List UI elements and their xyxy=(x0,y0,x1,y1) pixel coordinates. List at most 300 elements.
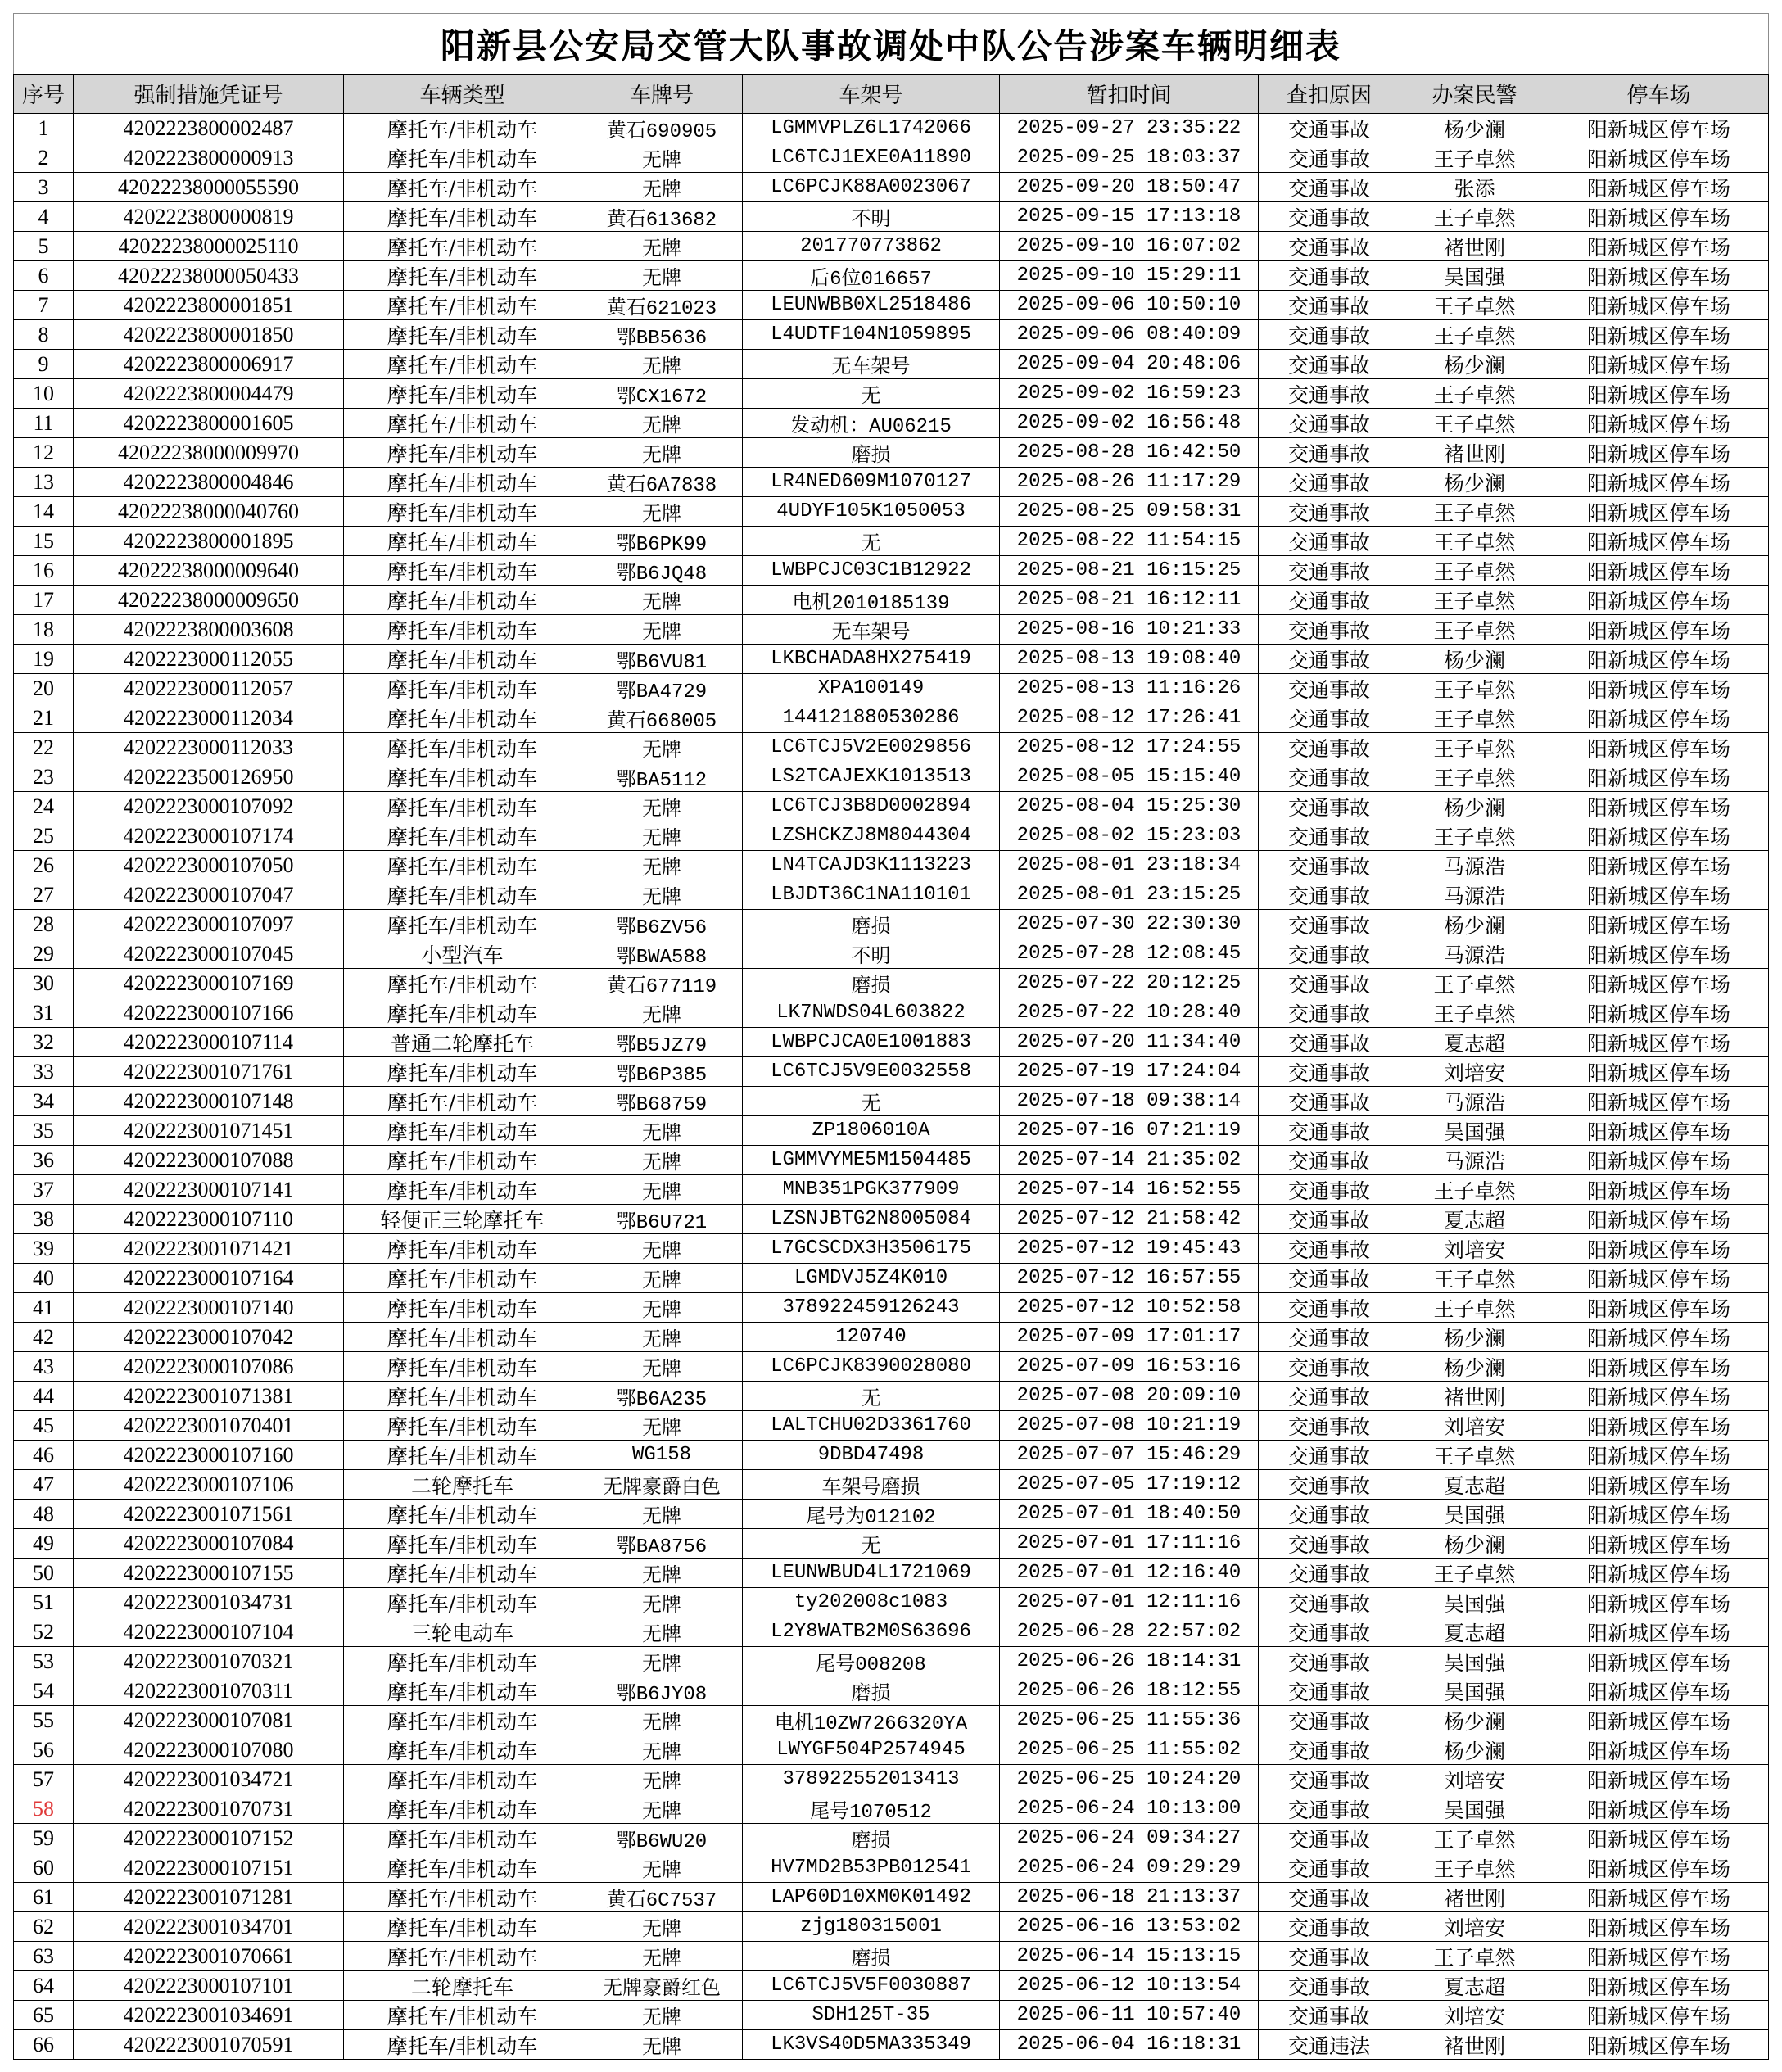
cell-seq: 14 xyxy=(14,497,74,527)
table-row xyxy=(14,291,1769,320)
header-vehicle-type: 车辆类型 xyxy=(344,75,581,114)
cell-plate: 黄石6C7537 xyxy=(581,1883,743,1912)
table-row xyxy=(14,1500,1769,1529)
cell-plate: 无牌 xyxy=(581,1175,743,1205)
cell-reason: 交通事故 xyxy=(1259,497,1400,527)
cell-vin: LKBCHADA8HX275419 xyxy=(743,645,1000,674)
cell-vehicle-type: 摩托车/非机动车 xyxy=(344,1824,581,1853)
cell-reason: 交通事故 xyxy=(1259,291,1400,320)
cell-seized-time: 2025-06-25 10:24:20 xyxy=(1000,1765,1259,1794)
table-row xyxy=(14,2030,1769,2060)
cell-seq: 41 xyxy=(14,1293,74,1323)
cell-seq: 54 xyxy=(14,1676,74,1706)
cell-vehicle-type: 摩托车/非机动车 xyxy=(344,2030,581,2060)
cell-seq: 13 xyxy=(14,468,74,497)
cell-vin: LGMMVYME5M1504485 xyxy=(743,1146,1000,1175)
cell-seized-time: 2025-09-15 17:13:18 xyxy=(1000,202,1259,232)
cell-reason: 交通事故 xyxy=(1259,1765,1400,1794)
cell-vin: 电机10ZW7266320YA xyxy=(743,1706,1000,1735)
cell-vehicle-type: 摩托车/非机动车 xyxy=(344,615,581,645)
cell-seized-time: 2025-07-01 12:16:40 xyxy=(1000,1559,1259,1588)
cell-parking-lot: 阳新城区停车场 xyxy=(1549,320,1769,350)
cell-reason: 交通事故 xyxy=(1259,703,1400,733)
cell-reason: 交通事故 xyxy=(1259,1942,1400,1971)
cell-cert-no: 42022238000009640 xyxy=(74,556,344,586)
cell-seized-time: 2025-08-04 15:25:30 xyxy=(1000,792,1259,821)
cell-reason: 交通事故 xyxy=(1259,1676,1400,1706)
cell-reason: 交通违法 xyxy=(1259,2030,1400,2060)
cell-seized-time: 2025-07-20 11:34:40 xyxy=(1000,1028,1259,1057)
cell-plate: 无牌 xyxy=(581,733,743,762)
cell-cert-no: 42022238000055590 xyxy=(74,173,344,202)
cell-seized-time: 2025-07-14 21:35:02 xyxy=(1000,1146,1259,1175)
cell-parking-lot: 阳新城区停车场 xyxy=(1549,409,1769,438)
cell-seq: 51 xyxy=(14,1588,74,1617)
cell-plate: 无牌 xyxy=(581,1942,743,1971)
cell-vin: LC6TCJ5V5F0030887 xyxy=(743,1971,1000,2001)
cell-officer: 王子卓然 xyxy=(1400,1441,1549,1470)
cell-cert-no: 4202223800000819 xyxy=(74,202,344,232)
cell-vin: LEUNWBB0XL2518486 xyxy=(743,291,1000,320)
table-row xyxy=(14,556,1769,586)
cell-vehicle-type: 摩托车/非机动车 xyxy=(344,1411,581,1441)
cell-plate: 无牌 xyxy=(581,1912,743,1942)
cell-plate: 鄂CX1672 xyxy=(581,379,743,409)
table-row xyxy=(14,998,1769,1028)
cell-vin: 磨损 xyxy=(743,1942,1000,1971)
cell-reason: 交通事故 xyxy=(1259,1323,1400,1352)
cell-officer: 马源浩 xyxy=(1400,851,1549,880)
cell-seized-time: 2025-06-24 09:29:29 xyxy=(1000,1853,1259,1883)
cell-reason: 交通事故 xyxy=(1259,939,1400,969)
cell-parking-lot: 阳新城区停车场 xyxy=(1549,1205,1769,1234)
cell-cert-no: 4202223000107101 xyxy=(74,1971,344,2001)
cell-reason: 交通事故 xyxy=(1259,1352,1400,1382)
cell-seized-time: 2025-07-08 10:21:19 xyxy=(1000,1411,1259,1441)
cell-seized-time: 2025-07-12 19:45:43 xyxy=(1000,1234,1259,1264)
cell-cert-no: 4202223000112033 xyxy=(74,733,344,762)
cell-vehicle-type: 摩托车/非机动车 xyxy=(344,1087,581,1116)
cell-seized-time: 2025-09-25 18:03:37 xyxy=(1000,143,1259,173)
cell-seq: 21 xyxy=(14,703,74,733)
cell-vehicle-type: 摩托车/非机动车 xyxy=(344,1647,581,1676)
cell-plate: 无牌 xyxy=(581,497,743,527)
cell-plate: 无牌 xyxy=(581,1647,743,1676)
cell-seized-time: 2025-08-05 15:15:40 xyxy=(1000,762,1259,792)
table-row xyxy=(14,232,1769,261)
cell-cert-no: 4202223000107092 xyxy=(74,792,344,821)
cell-cert-no: 4202223001071421 xyxy=(74,1234,344,1264)
cell-vin: 发动机：AU06215 xyxy=(743,409,1000,438)
cell-reason: 交通事故 xyxy=(1259,586,1400,615)
cell-seized-time: 2025-07-01 17:11:16 xyxy=(1000,1529,1259,1559)
cell-parking-lot: 阳新城区停车场 xyxy=(1549,291,1769,320)
cell-vehicle-type: 二轮摩托车 xyxy=(344,1470,581,1500)
cell-officer: 王子卓然 xyxy=(1400,1293,1549,1323)
cell-cert-no: 4202223800004479 xyxy=(74,379,344,409)
table-row xyxy=(14,821,1769,851)
cell-vin: zjg180315001 xyxy=(743,1912,1000,1942)
table-row xyxy=(14,645,1769,674)
cell-vin: 磨损 xyxy=(743,1676,1000,1706)
cell-cert-no: 4202223001034691 xyxy=(74,2001,344,2030)
cell-parking-lot: 阳新城区停车场 xyxy=(1549,998,1769,1028)
cell-reason: 交通事故 xyxy=(1259,1293,1400,1323)
cell-parking-lot: 阳新城区停车场 xyxy=(1549,1588,1769,1617)
cell-seq: 3 xyxy=(14,173,74,202)
header-vin: 车架号 xyxy=(743,75,1000,114)
cell-parking-lot: 阳新城区停车场 xyxy=(1549,1411,1769,1441)
cell-officer: 吴国强 xyxy=(1400,261,1549,291)
cell-vehicle-type: 轻便正三轮摩托车 xyxy=(344,1205,581,1234)
cell-seq: 32 xyxy=(14,1028,74,1057)
table-row xyxy=(14,1205,1769,1234)
cell-vin: 无 xyxy=(743,527,1000,556)
cell-plate: 鄂BB5636 xyxy=(581,320,743,350)
cell-seq: 63 xyxy=(14,1942,74,1971)
cell-reason: 交通事故 xyxy=(1259,733,1400,762)
cell-cert-no: 4202223000107084 xyxy=(74,1529,344,1559)
cell-vehicle-type: 摩托车/非机动车 xyxy=(344,1706,581,1735)
cell-parking-lot: 阳新城区停车场 xyxy=(1549,851,1769,880)
cell-cert-no: 4202223001071561 xyxy=(74,1500,344,1529)
cell-vin: LGMDVJ5Z4K010 xyxy=(743,1264,1000,1293)
table-row xyxy=(14,1706,1769,1735)
cell-vin: LWBPCJCA0E1001883 xyxy=(743,1028,1000,1057)
cell-plate: 无牌豪爵白色 xyxy=(581,1470,743,1500)
cell-seized-time: 2025-06-24 10:13:00 xyxy=(1000,1794,1259,1824)
cell-seized-time: 2025-07-08 20:09:10 xyxy=(1000,1382,1259,1411)
cell-vehicle-type: 摩托车/非机动车 xyxy=(344,350,581,379)
cell-parking-lot: 阳新城区停车场 xyxy=(1549,438,1769,468)
cell-parking-lot: 阳新城区停车场 xyxy=(1549,143,1769,173)
cell-seized-time: 2025-08-01 23:18:34 xyxy=(1000,851,1259,880)
cell-vin: MNB351PGK377909 xyxy=(743,1175,1000,1205)
cell-seized-time: 2025-06-11 10:57:40 xyxy=(1000,2001,1259,2030)
cell-plate: 无牌 xyxy=(581,2001,743,2030)
cell-vehicle-type: 摩托车/非机动车 xyxy=(344,586,581,615)
table-row xyxy=(14,1293,1769,1323)
cell-cert-no: 4202223000107104 xyxy=(74,1617,344,1647)
cell-parking-lot: 阳新城区停车场 xyxy=(1549,1971,1769,2001)
cell-seq: 27 xyxy=(14,880,74,910)
cell-seized-time: 2025-08-13 19:08:40 xyxy=(1000,645,1259,674)
cell-seized-time: 2025-08-21 16:12:11 xyxy=(1000,586,1259,615)
cell-parking-lot: 阳新城区停车场 xyxy=(1549,468,1769,497)
table-row xyxy=(14,1264,1769,1293)
table-row xyxy=(14,1647,1769,1676)
cell-officer: 王子卓然 xyxy=(1400,703,1549,733)
table-row xyxy=(14,1588,1769,1617)
cell-parking-lot: 阳新城区停车场 xyxy=(1549,1028,1769,1057)
cell-cert-no: 4202223000107045 xyxy=(74,939,344,969)
cell-vehicle-type: 摩托车/非机动车 xyxy=(344,468,581,497)
cell-cert-no: 4202223800001895 xyxy=(74,527,344,556)
cell-seq: 40 xyxy=(14,1264,74,1293)
cell-vehicle-type: 摩托车/非机动车 xyxy=(344,497,581,527)
cell-seized-time: 2025-06-12 10:13:54 xyxy=(1000,1971,1259,2001)
cell-vin: 不明 xyxy=(743,202,1000,232)
cell-reason: 交通事故 xyxy=(1259,1264,1400,1293)
cell-reason: 交通事故 xyxy=(1259,998,1400,1028)
cell-plate: 鄂B6A235 xyxy=(581,1382,743,1411)
cell-officer: 马源浩 xyxy=(1400,880,1549,910)
cell-reason: 交通事故 xyxy=(1259,350,1400,379)
cell-cert-no: 4202223000112034 xyxy=(74,703,344,733)
cell-officer: 刘培安 xyxy=(1400,1057,1549,1087)
cell-seized-time: 2025-06-25 11:55:36 xyxy=(1000,1706,1259,1735)
cell-officer: 王子卓然 xyxy=(1400,527,1549,556)
cell-cert-no: 4202223800001605 xyxy=(74,409,344,438)
cell-seized-time: 2025-09-10 15:29:11 xyxy=(1000,261,1259,291)
cell-cert-no: 4202223000107141 xyxy=(74,1175,344,1205)
cell-seized-time: 2025-07-01 12:11:16 xyxy=(1000,1588,1259,1617)
table-row xyxy=(14,674,1769,703)
cell-cert-no: 4202223001071451 xyxy=(74,1116,344,1146)
cell-reason: 交通事故 xyxy=(1259,173,1400,202)
cell-parking-lot: 阳新城区停车场 xyxy=(1549,379,1769,409)
cell-plate: 无牌 xyxy=(581,1765,743,1794)
cell-vin: LGMMVPLZ6L1742066 xyxy=(743,114,1000,143)
table-row xyxy=(14,320,1769,350)
cell-seq: 31 xyxy=(14,998,74,1028)
cell-vin: LEUNWBUD4L1721069 xyxy=(743,1559,1000,1588)
cell-officer: 王子卓然 xyxy=(1400,821,1549,851)
cell-vehicle-type: 二轮摩托车 xyxy=(344,1971,581,2001)
cell-parking-lot: 阳新城区停车场 xyxy=(1549,1942,1769,1971)
cell-seq: 59 xyxy=(14,1824,74,1853)
cell-officer: 马源浩 xyxy=(1400,1087,1549,1116)
cell-officer: 杨少澜 xyxy=(1400,350,1549,379)
cell-officer: 王子卓然 xyxy=(1400,998,1549,1028)
cell-vin: LK3VS40D5MA335349 xyxy=(743,2030,1000,2060)
cell-vin: 尾号1070512 xyxy=(743,1794,1000,1824)
table-row xyxy=(14,2001,1769,2030)
cell-parking-lot: 阳新城区停车场 xyxy=(1549,703,1769,733)
cell-seized-time: 2025-06-28 22:57:02 xyxy=(1000,1617,1259,1647)
table-row xyxy=(14,1971,1769,2001)
cell-seized-time: 2025-06-14 15:13:15 xyxy=(1000,1942,1259,1971)
cell-seized-time: 2025-06-04 16:18:31 xyxy=(1000,2030,1259,2060)
table-row xyxy=(14,202,1769,232)
header-cert-no: 强制措施凭证号 xyxy=(74,75,344,114)
cell-vehicle-type: 摩托车/非机动车 xyxy=(344,173,581,202)
cell-plate: 无牌 xyxy=(581,1735,743,1765)
table-header-row xyxy=(14,75,1769,114)
cell-seq: 30 xyxy=(14,969,74,998)
table-row xyxy=(14,173,1769,202)
cell-seized-time: 2025-08-28 16:42:50 xyxy=(1000,438,1259,468)
cell-seq: 4 xyxy=(14,202,74,232)
cell-reason: 交通事故 xyxy=(1259,969,1400,998)
cell-parking-lot: 阳新城区停车场 xyxy=(1549,350,1769,379)
cell-plate: 黄石613682 xyxy=(581,202,743,232)
cell-reason: 交通事故 xyxy=(1259,910,1400,939)
cell-seq: 65 xyxy=(14,2001,74,2030)
cell-officer: 马源浩 xyxy=(1400,939,1549,969)
cell-officer: 吴国强 xyxy=(1400,1794,1549,1824)
cell-officer: 夏志超 xyxy=(1400,1971,1549,2001)
cell-reason: 交通事故 xyxy=(1259,792,1400,821)
cell-vin: LC6PCJK88A0023067 xyxy=(743,173,1000,202)
cell-parking-lot: 阳新城区停车场 xyxy=(1549,1264,1769,1293)
header-reason: 查扣原因 xyxy=(1259,75,1400,114)
cell-officer: 吴国强 xyxy=(1400,1676,1549,1706)
cell-plate: 无牌 xyxy=(581,1411,743,1441)
cell-cert-no: 4202223000107080 xyxy=(74,1735,344,1765)
cell-seq: 61 xyxy=(14,1883,74,1912)
cell-officer: 王子卓然 xyxy=(1400,733,1549,762)
cell-vehicle-type: 摩托车/非机动车 xyxy=(344,1942,581,1971)
cell-seized-time: 2025-07-09 17:01:17 xyxy=(1000,1323,1259,1352)
cell-cert-no: 4202223001034731 xyxy=(74,1588,344,1617)
cell-parking-lot: 阳新城区停车场 xyxy=(1549,645,1769,674)
cell-plate: 黄石668005 xyxy=(581,703,743,733)
cell-reason: 交通事故 xyxy=(1259,202,1400,232)
cell-parking-lot: 阳新城区停车场 xyxy=(1549,1116,1769,1146)
cell-vehicle-type: 摩托车/非机动车 xyxy=(344,821,581,851)
cell-reason: 交通事故 xyxy=(1259,1883,1400,1912)
cell-vin: LC6TCJ5V2E0029856 xyxy=(743,733,1000,762)
cell-vehicle-type: 摩托车/非机动车 xyxy=(344,379,581,409)
cell-seq: 7 xyxy=(14,291,74,320)
cell-vin: ty202008c1083 xyxy=(743,1588,1000,1617)
cell-seq: 62 xyxy=(14,1912,74,1942)
cell-seized-time: 2025-07-12 21:58:42 xyxy=(1000,1205,1259,1234)
cell-vehicle-type: 摩托车/非机动车 xyxy=(344,1529,581,1559)
cell-parking-lot: 阳新城区停车场 xyxy=(1549,497,1769,527)
cell-seized-time: 2025-06-16 13:53:02 xyxy=(1000,1912,1259,1942)
cell-officer: 刘培安 xyxy=(1400,1912,1549,1942)
cell-seized-time: 2025-07-14 16:52:55 xyxy=(1000,1175,1259,1205)
cell-vehicle-type: 摩托车/非机动车 xyxy=(344,1588,581,1617)
header-seq: 序号 xyxy=(14,75,74,114)
cell-vin: LWBPCJC03C1B12922 xyxy=(743,556,1000,586)
cell-plate: 无牌 xyxy=(581,615,743,645)
cell-vin: 磨损 xyxy=(743,910,1000,939)
cell-cert-no: 4202223500126950 xyxy=(74,762,344,792)
table-row xyxy=(14,1234,1769,1264)
cell-officer: 王子卓然 xyxy=(1400,1824,1549,1853)
cell-parking-lot: 阳新城区停车场 xyxy=(1549,1912,1769,1942)
table-row xyxy=(14,1853,1769,1883)
cell-parking-lot: 阳新城区停车场 xyxy=(1549,1175,1769,1205)
cell-plate: 无牌 xyxy=(581,409,743,438)
cell-reason: 交通事故 xyxy=(1259,1647,1400,1676)
cell-reason: 交通事故 xyxy=(1259,1529,1400,1559)
cell-seq: 8 xyxy=(14,320,74,350)
cell-parking-lot: 阳新城区停车场 xyxy=(1549,939,1769,969)
cell-vin: 磨损 xyxy=(743,969,1000,998)
table-row xyxy=(14,1028,1769,1057)
cell-vin: LC6TCJ1EXE0A11890 xyxy=(743,143,1000,173)
cell-reason: 交通事故 xyxy=(1259,880,1400,910)
vehicle-table xyxy=(13,74,1769,2060)
cell-cert-no: 4202223001071761 xyxy=(74,1057,344,1087)
cell-cert-no: 4202223000107097 xyxy=(74,910,344,939)
table-row xyxy=(14,1824,1769,1853)
table-body xyxy=(14,114,1769,2060)
cell-reason: 交通事故 xyxy=(1259,1588,1400,1617)
cell-officer: 王子卓然 xyxy=(1400,969,1549,998)
cell-plate: WG158 xyxy=(581,1441,743,1470)
cell-parking-lot: 阳新城区停车场 xyxy=(1549,1146,1769,1175)
cell-seq: 58 xyxy=(14,1794,74,1824)
cell-vehicle-type: 普通二轮摩托车 xyxy=(344,1028,581,1057)
table-row xyxy=(14,880,1769,910)
cell-cert-no: 4202223001034721 xyxy=(74,1765,344,1794)
table-row xyxy=(14,1942,1769,1971)
cell-seized-time: 2025-08-22 11:54:15 xyxy=(1000,527,1259,556)
cell-vehicle-type: 小型汽车 xyxy=(344,939,581,969)
cell-plate: 无牌 xyxy=(581,1234,743,1264)
cell-officer: 王子卓然 xyxy=(1400,556,1549,586)
cell-officer: 吴国强 xyxy=(1400,1500,1549,1529)
cell-parking-lot: 阳新城区停车场 xyxy=(1549,2030,1769,2060)
cell-officer: 杨少澜 xyxy=(1400,1323,1549,1352)
table-row xyxy=(14,1116,1769,1146)
cell-cert-no: 4202223800000913 xyxy=(74,143,344,173)
cell-officer: 杨少澜 xyxy=(1400,114,1549,143)
cell-cert-no: 4202223000107114 xyxy=(74,1028,344,1057)
cell-seized-time: 2025-07-22 20:12:25 xyxy=(1000,969,1259,998)
cell-seized-time: 2025-07-16 07:21:19 xyxy=(1000,1116,1259,1146)
table-row xyxy=(14,703,1769,733)
cell-vehicle-type: 摩托车/非机动车 xyxy=(344,1559,581,1588)
cell-seq: 20 xyxy=(14,674,74,703)
cell-parking-lot: 阳新城区停车场 xyxy=(1549,880,1769,910)
cell-plate: 无牌 xyxy=(581,438,743,468)
cell-officer: 刘培安 xyxy=(1400,1765,1549,1794)
table-row xyxy=(14,1441,1769,1470)
cell-officer: 王子卓然 xyxy=(1400,1559,1549,1588)
cell-officer: 杨少澜 xyxy=(1400,792,1549,821)
cell-vin: 378922552013413 xyxy=(743,1765,1000,1794)
cell-cert-no: 4202223000107174 xyxy=(74,821,344,851)
cell-vehicle-type: 摩托车/非机动车 xyxy=(344,1794,581,1824)
cell-seq: 34 xyxy=(14,1087,74,1116)
cell-vehicle-type: 摩托车/非机动车 xyxy=(344,143,581,173)
cell-vehicle-type: 摩托车/非机动车 xyxy=(344,1883,581,1912)
cell-officer: 吴国强 xyxy=(1400,1116,1549,1146)
cell-cert-no: 4202223001071381 xyxy=(74,1382,344,1411)
table-row xyxy=(14,1146,1769,1175)
cell-vehicle-type: 摩托车/非机动车 xyxy=(344,320,581,350)
cell-cert-no: 4202223000107166 xyxy=(74,998,344,1028)
cell-seized-time: 2025-06-26 18:14:31 xyxy=(1000,1647,1259,1676)
cell-parking-lot: 阳新城区停车场 xyxy=(1549,821,1769,851)
cell-cert-no: 4202223000107042 xyxy=(74,1323,344,1352)
cell-vehicle-type: 摩托车/非机动车 xyxy=(344,1323,581,1352)
cell-officer: 吴国强 xyxy=(1400,1588,1549,1617)
cell-seq: 6 xyxy=(14,261,74,291)
cell-vehicle-type: 摩托车/非机动车 xyxy=(344,703,581,733)
cell-parking-lot: 阳新城区停车场 xyxy=(1549,556,1769,586)
cell-parking-lot: 阳新城区停车场 xyxy=(1549,792,1769,821)
cell-seized-time: 2025-07-01 18:40:50 xyxy=(1000,1500,1259,1529)
cell-vin: 电机2010185139 xyxy=(743,586,1000,615)
cell-seized-time: 2025-08-01 23:15:25 xyxy=(1000,880,1259,910)
cell-vin: LZSHCKZJ8M8044304 xyxy=(743,821,1000,851)
cell-seq: 57 xyxy=(14,1765,74,1794)
cell-vin: HV7MD2B53PB012541 xyxy=(743,1853,1000,1883)
cell-vin: 尾号008208 xyxy=(743,1647,1000,1676)
cell-cert-no: 4202223000107086 xyxy=(74,1352,344,1382)
cell-cert-no: 4202223000107152 xyxy=(74,1824,344,1853)
cell-vehicle-type: 摩托车/非机动车 xyxy=(344,762,581,792)
cell-plate: 无牌 xyxy=(581,1116,743,1146)
cell-vehicle-type: 摩托车/非机动车 xyxy=(344,1234,581,1264)
